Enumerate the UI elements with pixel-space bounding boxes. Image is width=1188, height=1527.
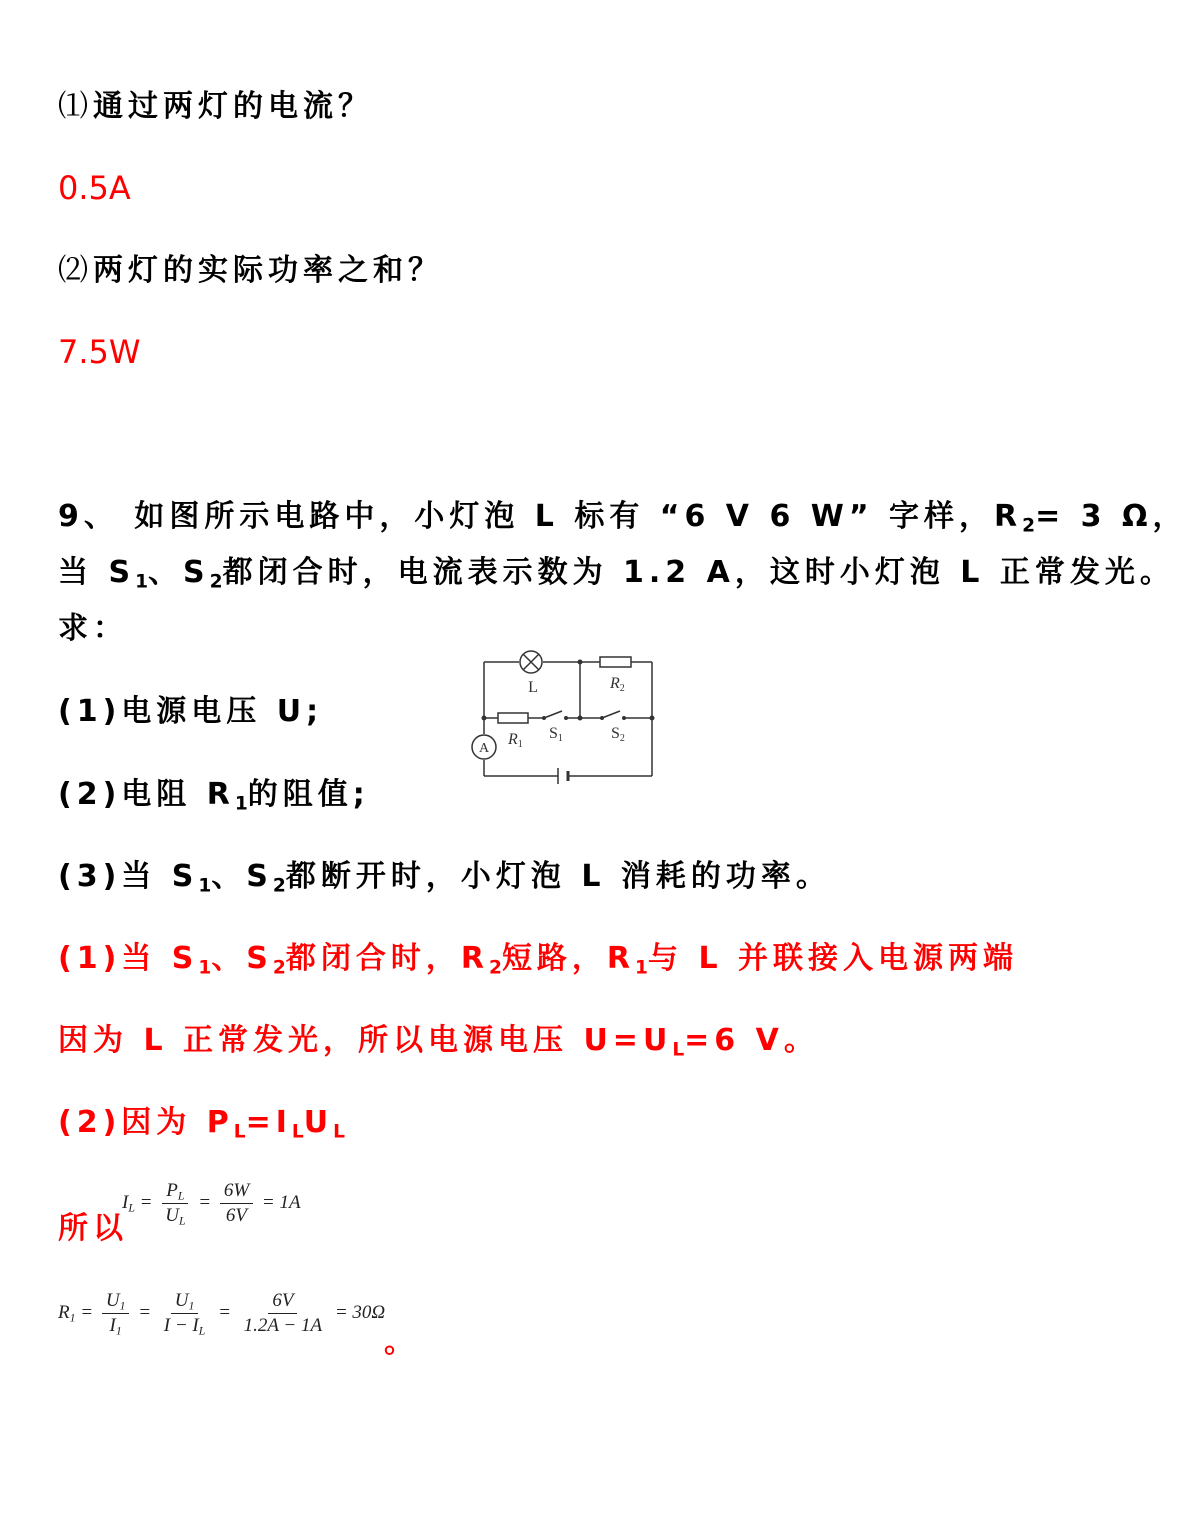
sol-l2-a: 因为 L 正常发光，所以电源电压 U=U	[58, 1023, 673, 1058]
eq2-f3-num: 6V	[268, 1290, 297, 1314]
eq2-f2-den: I − I	[163, 1315, 199, 1336]
sol-l1-sub1: 1	[198, 957, 212, 979]
r1-label: R1	[508, 731, 523, 750]
q9-line1	[58, 499, 1188, 537]
q9-line1-b: = 3 Ω，	[1035, 499, 1188, 534]
q9-sub2	[58, 777, 370, 815]
s1-label: S1	[549, 725, 563, 744]
eq2-f2-num-sub: 1	[188, 1299, 195, 1313]
eq2-f1-num-sub: 1	[119, 1299, 126, 1313]
q9-line3: 求：	[58, 611, 128, 646]
eq2-frac3	[240, 1290, 326, 1337]
ammeter-label: A	[478, 741, 490, 756]
r2-label: R2	[610, 675, 625, 694]
eq1-frac1	[161, 1180, 189, 1227]
solution-line2	[58, 1023, 819, 1061]
sol-l3-a: (2)因为 P	[58, 1105, 234, 1140]
q8-part2-answer: 7.5W	[58, 333, 141, 371]
equation-current: $I_L$ = $\frac{P_L}{U_L}$ = $\frac{6W}{6V}$ = 1A	[122, 1180, 301, 1228]
q9-sub2-a: (2)电阻 R	[58, 777, 235, 812]
sol-l1-b: 、S	[211, 941, 273, 976]
q9-sub2-b: 的阻值;	[247, 777, 370, 812]
eq2-f1-num: U	[105, 1290, 120, 1311]
sol-l3-c: U	[303, 1105, 334, 1140]
q8-part1-answer: 0.5A	[58, 169, 131, 207]
sol-l1-sub3: 2	[488, 957, 502, 979]
q9-sub3-sub1: 1	[198, 875, 212, 897]
q8-part2	[58, 253, 443, 288]
s2-contact	[600, 716, 604, 720]
q8-part1-text: 通过两灯的电流？	[93, 89, 373, 124]
eq2-f2-den-sub: L	[198, 1324, 206, 1338]
equation-resistance: $R_1$ = $\frac{U_1}{I_1}$ = $\frac{U_1}{I - I_L}$ = $\frac{6V}{1.2A - 1A}$ = 30Ω	[58, 1290, 386, 1338]
q9-sub3-a: (3)当 S	[58, 859, 199, 894]
q9-sub1: (1)电源电压 U;	[58, 694, 324, 729]
sol-l1-c: 都闭合时，R	[285, 941, 489, 976]
q8-part2-label: ⑵	[58, 253, 93, 288]
eq1-result: 1A	[279, 1191, 301, 1213]
eq2-f1-den-sub: 1	[115, 1324, 122, 1338]
eq2-frac2	[160, 1290, 210, 1337]
eq2-f3-den: 1.2A − 1A	[243, 1315, 323, 1336]
q9-sub2-sub: 1	[234, 793, 248, 815]
eq1-lhs-sub: L	[128, 1201, 135, 1215]
lamp-symbol	[520, 651, 542, 673]
r2-resistor	[600, 657, 631, 667]
sol-l3-sub1: L	[233, 1121, 246, 1143]
solution-end-mark: 。	[384, 1325, 419, 1360]
q9-line2-b: 、S	[148, 555, 210, 590]
eq2-result: 30Ω	[352, 1301, 386, 1323]
junction-top	[578, 660, 583, 665]
q8-part1-label: ⑴	[58, 89, 93, 124]
junction-left	[482, 716, 487, 721]
q9-sub3-b: 、S	[211, 859, 273, 894]
eq1-f1-num-sub: L	[177, 1189, 185, 1203]
eq1-f1-num: P	[166, 1180, 178, 1201]
q9-line1-sub: 2	[1022, 515, 1036, 537]
q9-line2-c: 都闭合时，电流表示数为 1.2 A，这时小灯泡 L 正常发光。	[222, 555, 1175, 590]
q9-line1-a: 9、 如图所示电路中，小灯泡 L 标有 “6 V 6 W” 字样，R	[58, 499, 1023, 534]
eq1-f1-den-sub: L	[178, 1214, 186, 1228]
eq2-lhs-sub: 1	[69, 1311, 76, 1325]
q9-sub3-c: 都断开时，小灯泡 L 消耗的功率。	[285, 859, 831, 894]
q8-part2-text: 两灯的实际功率之和？	[93, 253, 443, 288]
eq1-frac2	[220, 1180, 253, 1227]
eq1-f1-den: U	[165, 1205, 179, 1226]
q9-line2-a: 当 S	[58, 555, 136, 590]
eq2-frac1	[102, 1290, 130, 1337]
q9-line2-sub2: 2	[209, 571, 223, 593]
junction-right	[650, 716, 655, 721]
solution-line3	[58, 1105, 345, 1143]
eq2-f1-den: I	[109, 1315, 116, 1336]
s2-label: S2	[611, 725, 625, 744]
sol-l1-e: 与 L 并联接入电源两端	[648, 941, 1019, 976]
sol-l1-sub2: 2	[272, 957, 286, 979]
solution-line1	[58, 941, 1019, 979]
sol-l1-sub4: 1	[635, 957, 648, 979]
sol-l3-sub3: L	[333, 1121, 345, 1143]
s1-contact	[542, 716, 546, 720]
solution-line4: 所以	[58, 1211, 128, 1246]
eq2-lhs: R	[58, 1301, 70, 1323]
q9-sub3-sub2: 2	[272, 875, 286, 897]
circuit-diagram	[470, 648, 670, 780]
sol-l3-sub2: L	[291, 1121, 304, 1143]
junction-mid	[578, 716, 583, 721]
eq1-lhs: I	[122, 1191, 129, 1213]
s2-contact-2	[622, 716, 626, 720]
sol-l2-b: =6 V。	[684, 1023, 819, 1058]
s1-contact-2	[564, 716, 568, 720]
sol-l2-sub: L	[672, 1039, 685, 1061]
q9-line2	[58, 555, 1175, 593]
q9-line2-sub1: 1	[135, 571, 149, 593]
eq1-f2-num: 6W	[220, 1180, 253, 1204]
sol-l1-a: (1)当 S	[58, 941, 199, 976]
q9-sub3	[58, 859, 831, 897]
lamp-label: L	[528, 679, 538, 696]
sol-l3-b: =I	[245, 1105, 292, 1140]
eq2-f2-num: U	[174, 1290, 189, 1311]
q8-part1	[58, 89, 373, 124]
eq1-f2-den: 6V	[225, 1205, 248, 1226]
sol-l1-d: 短路，R	[501, 941, 636, 976]
r1-resistor	[498, 713, 528, 723]
